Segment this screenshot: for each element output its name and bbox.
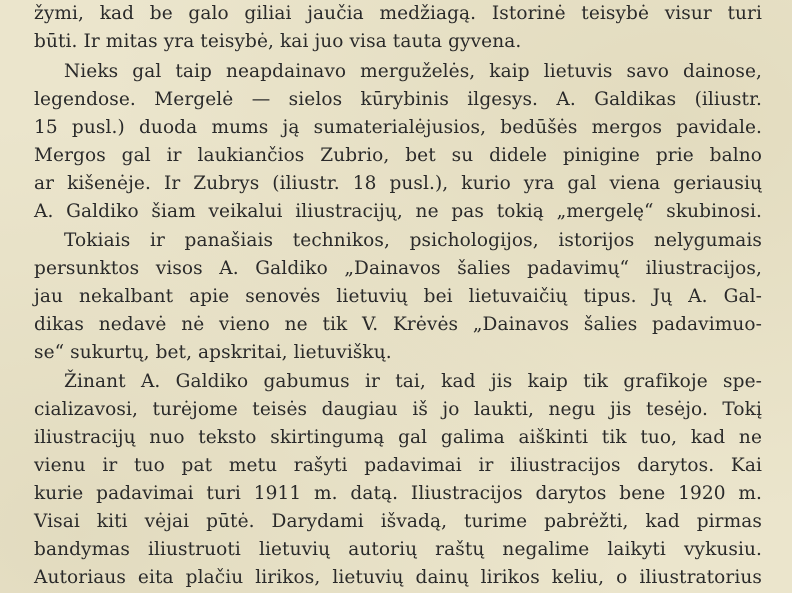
text-line: persunktos visos A. Galdiko „Dainavos šalies padavimų“ iliustracijos, <box>34 258 762 279</box>
text-line: žymi, kad be galo giliai jaučia medžiagą. Istorinė teisybė visur turi <box>34 3 762 24</box>
text-line: cializavosi, turėjome teisės daugiau iš jo laukti, negu jis tesėjo. Tokį <box>34 399 762 420</box>
text-line: 15 pusl.) duoda mums ją sumaterialėjusios, bedūšės mergos pavidale. <box>34 117 762 138</box>
text-line: Tokiais ir panašiais technikos, psichologijos, istorijos nelygumais <box>64 230 762 251</box>
text-line: vienu ir tuo pat metu rašyti padavimai ir iliustracijos darytos. Kai <box>34 455 762 476</box>
text-line: legendose. Mergelė — sielos kūrybinis ilgesys. A. Galdikas (iliustr. <box>34 89 762 110</box>
text-line: ar kišenėje. Ir Zubrys (iliustr. 18 pusl.), kurio yra gal viena geriausių <box>34 173 762 194</box>
text-line: dikas nedavė nė vieno ne tik V. Krėvės „Dainavos šalies padavimuo- <box>34 314 762 335</box>
text-line: Mergos gal ir laukiančios Zubrio, bet su didele pinigine prie balno <box>34 145 762 166</box>
text-line: bandymas iliustruoti lietuvių autorių raštų negalime laikyti vykusiu. <box>34 539 762 560</box>
text-line: iliustracijų nuo teksto skirtingumą gal galima aiškinti tik tuo, kad ne <box>34 427 762 448</box>
text-line: Visai kiti vėjai pūtė. Darydami išvadą, turime pabrėžti, kad pirmas <box>34 511 762 532</box>
text-line: kurie padavimai turi 1911 m. datą. Iliustracijos darytos bene 1920 m. <box>34 483 762 504</box>
text-line: A. Galdiko šiam veikalui iliustracijų, ne pas tokią „mergelę“ skubinosi. <box>34 201 762 222</box>
text-line: se“ sukurtų, bet, apskritai, lietuviškų. <box>34 342 392 363</box>
text-line: Žinant A. Galdiko gabumus ir tai, kad jis kaip tik grafikoje spe- <box>64 371 762 392</box>
text-line: jau nekalbant apie senovės lietuvių bei lietuvaičių tipus. Jų A. Gal- <box>34 286 762 307</box>
text-line: Nieks gal taip neapdainavo merguželės, kaip lietuvis savo dainose, <box>64 61 762 82</box>
text-line: būti. Ir mitas yra teisybė, kai juo visa tauta gyvena. <box>34 31 522 52</box>
text-line: Autoriaus eita plačiu lirikos, lietuvių dainų lirikos keliu, o iliustratorius <box>34 567 762 588</box>
